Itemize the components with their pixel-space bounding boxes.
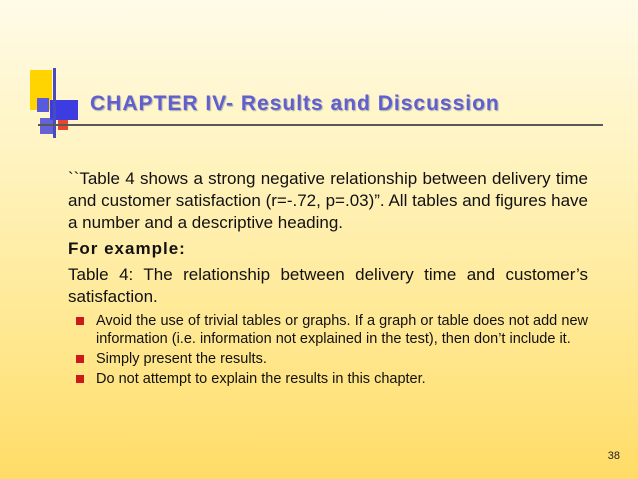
slide-body (68, 168, 588, 390)
title-divider (38, 124, 603, 126)
bullet-item (68, 350, 588, 368)
bullet-list (68, 312, 588, 388)
bullet-item (68, 312, 588, 348)
intro-paragraph: ``Table 4 shows a strong negative relationship between delivery time and customer satisfaction (r=-.72, p=.03)”. All tables and figures have a number and a descriptive heading. (68, 169, 588, 232)
bullet-text: Do not attempt to explain the results in this chapter. (96, 371, 426, 387)
decorative-vertical-line (53, 68, 56, 138)
slide-title: CHAPTER IV- Results and Discussion (90, 92, 500, 115)
example-label: For example: (68, 239, 186, 258)
page-number: 38 (607, 450, 620, 462)
bullet-item (68, 370, 588, 388)
example-paragraph: Table 4: The relationship between delivery time and customer’s satisfaction. (68, 265, 588, 306)
bullet-text: Simply present the results. (96, 351, 267, 367)
square-bullet-icon (76, 355, 84, 363)
decorative-blue-block-lower (40, 118, 54, 134)
square-bullet-icon (76, 317, 84, 325)
bullet-text: Avoid the use of trivial tables or graphs. If a graph or table does not add new information (i.e. information not explained in the test), then don’t include it. (96, 313, 588, 347)
decorative-blue-block-small (37, 98, 49, 112)
square-bullet-icon (76, 375, 84, 383)
